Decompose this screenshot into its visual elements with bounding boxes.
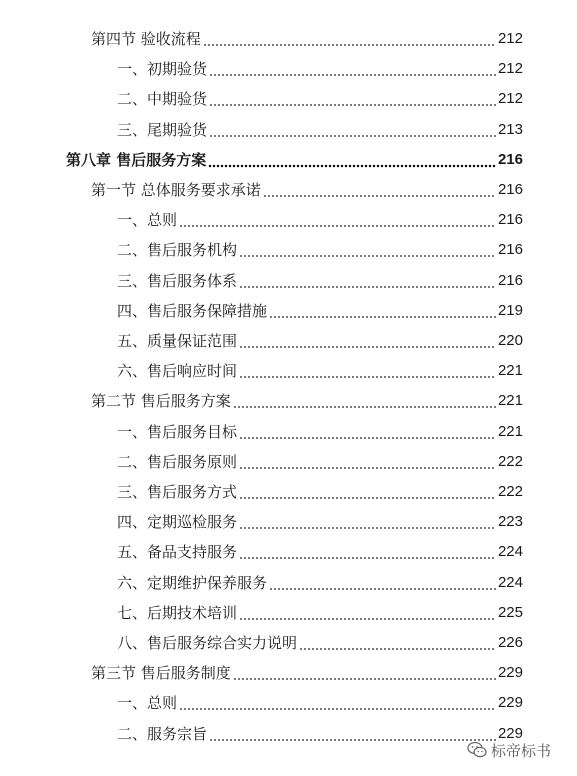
dot-leader — [239, 333, 496, 349]
toc-item-row — [117, 510, 523, 534]
toc-page-number: 229 — [497, 664, 523, 681]
toc-page-number: 229 — [497, 725, 523, 742]
toc-entry-title: 四、定期巡检服务 — [117, 513, 238, 531]
toc-page-number: 223 — [497, 513, 523, 530]
toc-chapter-row — [66, 148, 523, 172]
toc-entry-title: 第一节 总体服务要求承诺 — [91, 181, 261, 199]
toc-entry-title: 二、服务宗旨 — [117, 725, 208, 743]
toc-item-row — [117, 57, 523, 81]
dot-leader — [179, 212, 496, 228]
toc-item-row — [117, 329, 523, 353]
toc-entry-title: 一、总则 — [117, 694, 178, 712]
toc-section-row — [91, 389, 523, 413]
toc-page-number: 212 — [497, 60, 523, 77]
toc-page-number: 222 — [497, 453, 523, 470]
dot-leader — [209, 122, 496, 138]
dot-leader — [239, 514, 496, 530]
dot-leader — [269, 303, 496, 319]
watermark — [467, 738, 551, 762]
dot-leader — [263, 182, 496, 198]
toc-section-row — [91, 178, 523, 202]
toc-section-row — [91, 661, 523, 685]
toc-item-row — [117, 87, 523, 111]
dot-leader — [239, 273, 496, 289]
dot-leader — [233, 393, 496, 409]
dot-leader — [299, 635, 496, 651]
toc-entry-title: 第三节 售后服务制度 — [91, 664, 231, 682]
toc-entry-title: 六、定期维护保养服务 — [117, 574, 268, 592]
toc-page-number: 219 — [497, 302, 523, 319]
toc-entry-title: 第四节 验收流程 — [91, 30, 201, 48]
toc-page-number: 221 — [497, 392, 523, 409]
dot-leader — [269, 575, 496, 591]
toc-page-number: 221 — [497, 423, 523, 440]
toc-page-number: 216 — [497, 272, 523, 289]
toc-item-row — [117, 540, 523, 564]
dot-leader — [179, 695, 496, 711]
toc-item-row — [117, 450, 523, 474]
toc-item-row — [117, 722, 523, 746]
toc-item-row — [117, 238, 523, 262]
toc-entry-title: 二、售后服务原则 — [117, 453, 238, 471]
toc-item-row — [117, 420, 523, 444]
toc-item-row — [117, 359, 523, 383]
dot-leader — [239, 484, 496, 500]
dot-leader — [239, 424, 496, 440]
dot-leader — [239, 242, 496, 258]
wechat-icon — [467, 741, 487, 759]
toc-item-row — [117, 691, 523, 715]
toc-item-row — [117, 118, 523, 142]
toc-page-number: 225 — [497, 604, 523, 621]
toc-entry-title: 二、售后服务机构 — [117, 241, 238, 259]
toc-page-number: 212 — [497, 90, 523, 107]
toc-page-number: 216 — [497, 241, 523, 258]
watermark-text: 标帝标书 — [491, 741, 552, 760]
toc-entry-title: 五、质量保证范围 — [117, 332, 238, 350]
toc-entry-title: 七、后期技术培训 — [117, 604, 238, 622]
toc-entry-title: 一、总则 — [117, 211, 178, 229]
dot-leader — [208, 152, 496, 168]
toc-entry-title: 三、尾期验货 — [117, 121, 208, 139]
dot-leader — [233, 665, 496, 681]
toc-page-number: 220 — [497, 332, 523, 349]
toc-entry-title: 五、备品支持服务 — [117, 543, 238, 561]
toc-item-row — [117, 480, 523, 504]
toc-entry-title: 三、售后服务方式 — [117, 483, 238, 501]
toc-item-row — [117, 208, 523, 232]
toc-item-row — [117, 601, 523, 625]
toc-page-number: 222 — [497, 483, 523, 500]
toc-item-row — [117, 299, 523, 323]
toc-entry-title: 六、售后响应时间 — [117, 362, 238, 380]
toc-entry-title: 第二节 售后服务方案 — [91, 392, 231, 410]
toc-entry-title: 三、售后服务体系 — [117, 272, 238, 290]
toc-page-number: 224 — [497, 543, 523, 560]
dot-leader — [239, 454, 496, 470]
toc-page-number: 221 — [497, 362, 523, 379]
toc-page-number: 224 — [497, 574, 523, 591]
toc-page-number: 229 — [497, 694, 523, 711]
toc-entry-title: 八、售后服务综合实力说明 — [117, 634, 298, 652]
dot-leader — [209, 61, 496, 77]
toc-page-number: 216 — [497, 151, 523, 168]
toc-item-row — [117, 571, 523, 595]
dot-leader — [239, 363, 496, 379]
dot-leader — [239, 605, 496, 621]
toc-entry-title: 一、售后服务目标 — [117, 423, 238, 441]
toc-entry-title: 四、售后服务保障措施 — [117, 302, 268, 320]
toc-page-number: 212 — [497, 30, 523, 47]
dot-leader — [203, 31, 496, 47]
toc-page-number: 226 — [497, 634, 523, 651]
toc-item-row — [117, 631, 523, 655]
toc-entry-title: 一、初期验货 — [117, 60, 208, 78]
toc-page-number: 216 — [497, 181, 523, 198]
dot-leader — [239, 544, 496, 560]
toc-item-row — [117, 269, 523, 293]
toc-entry-title: 第八章 售后服务方案 — [66, 151, 207, 169]
toc-page-number: 216 — [497, 211, 523, 228]
dot-leader — [209, 91, 496, 107]
toc-entry-title: 二、中期验货 — [117, 90, 208, 108]
toc-page-number: 213 — [497, 121, 523, 138]
dot-leader — [209, 726, 496, 742]
toc-section-row — [91, 27, 523, 51]
